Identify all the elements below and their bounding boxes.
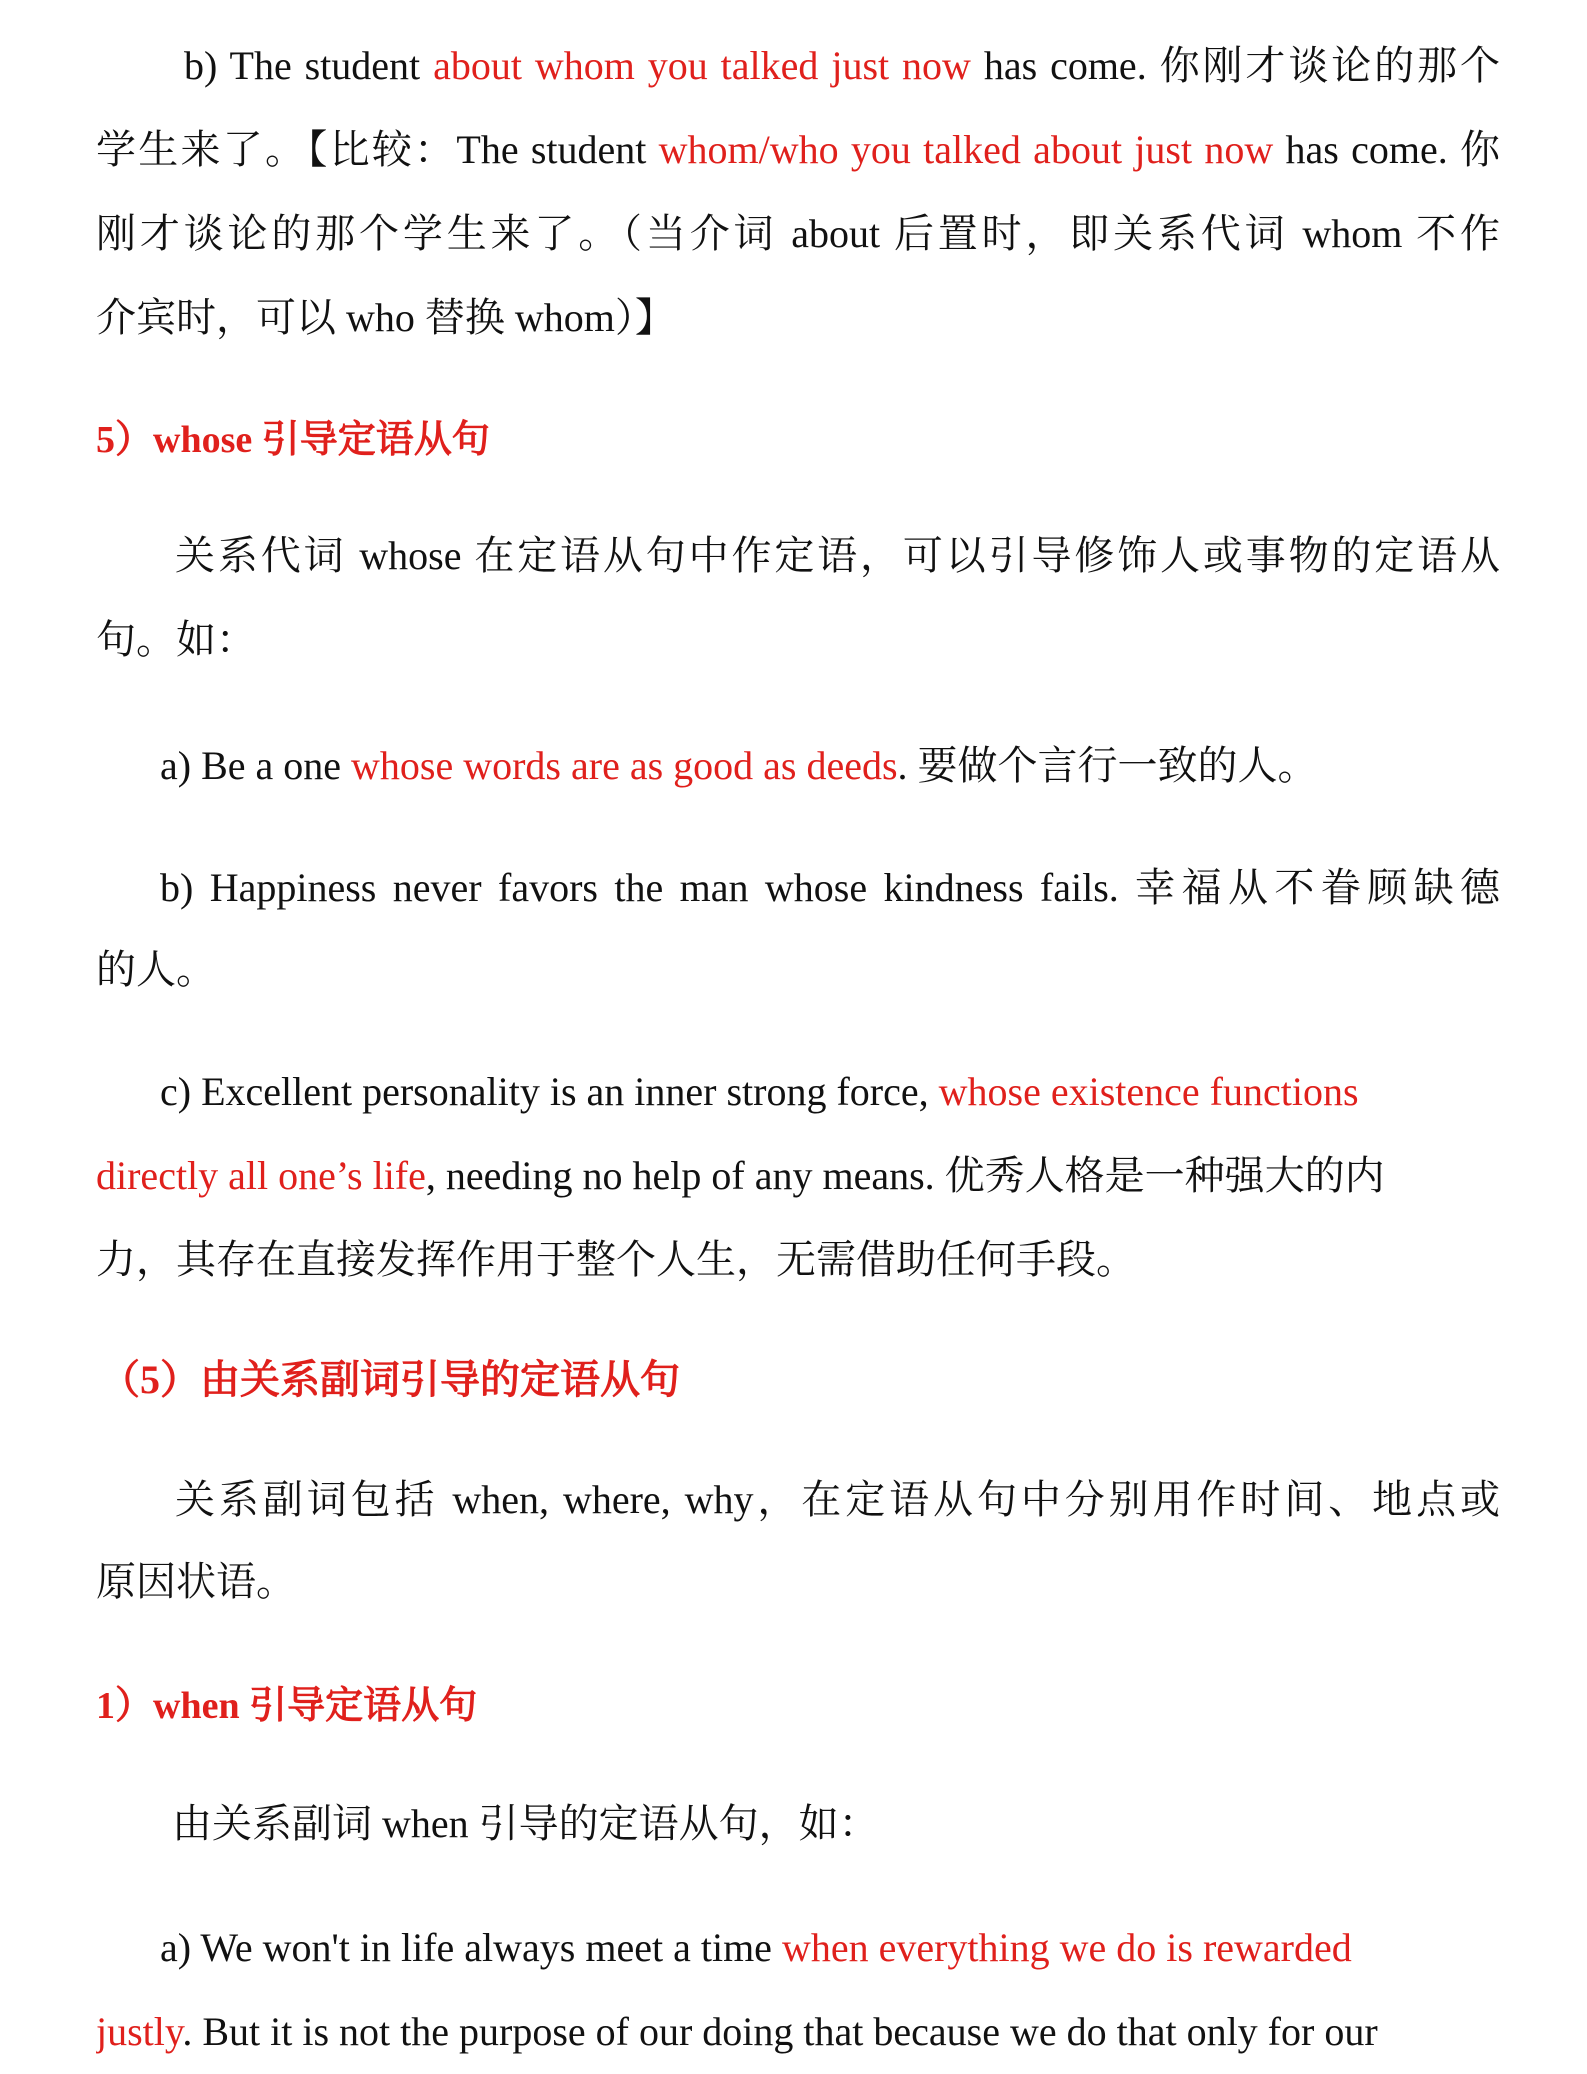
paragraph-line: b) The student about whom you talked just now has come. 你刚才谈论的那个 [184, 43, 1500, 88]
highlighted-clause: whose existence functions [938, 1069, 1359, 1114]
paragraph-line: 力，其存在直接发挥作用于整个人生，无需借助任何手段。 [96, 1237, 1136, 1282]
paragraph-line: directly all one’s life, needing no help of any means. 优秀人格是一种强大的内 [96, 1153, 1385, 1198]
paragraph-line: 句。如： [96, 617, 256, 662]
paragraph-line: 介宾时，可以 who 替换 whom）】 [96, 295, 675, 340]
paragraph-line: justly. But it is not the purpose of our doing that because we do that only for our [96, 2009, 1378, 2054]
section-heading: （5）由关系副词引导的定语从句 [100, 1357, 680, 1402]
section-heading: 5）whose 引导定语从句 [96, 419, 490, 461]
paragraph-line: 的人。 [96, 947, 216, 992]
paragraph-line: c) Excellent personality is an inner strong force, whose existence functions [160, 1069, 1359, 1114]
paragraph-line: b) Happiness never favors the man whose kindness fails. 幸福从不眷顾缺德 [160, 865, 1500, 910]
paragraph-line: 关系副词包括 when, where, why，在定语从句中分别用作时间、地点或 [175, 1477, 1500, 1522]
paragraph-line: a) Be a one whose words are as good as deeds. 要做个言行一致的人。 [160, 743, 1318, 788]
highlighted-clause: about whom you talked just now [433, 43, 971, 88]
paragraph-line: 关系代词 whose 在定语从句中作定语，可以引导修饰人或事物的定语从 [175, 533, 1500, 578]
highlighted-clause: when everything we do is rewarded [781, 1925, 1352, 1970]
paragraph-line: 原因状语。 [96, 1559, 296, 1604]
section-heading: 1）when 引导定语从句 [96, 1685, 478, 1727]
highlighted-clause: justly [96, 2009, 183, 2054]
highlighted-clause: directly all one’s life [96, 1153, 426, 1198]
paragraph-line: 学生来了。【比较：The student whom/who you talked about just now has come. 你 [96, 127, 1500, 172]
highlighted-clause: whose words are as good as deeds [351, 743, 898, 788]
paragraph-line: 由关系副词 when 引导的定语从句，如： [172, 1801, 879, 1846]
paragraph-line: 刚才谈论的那个学生来了。（当介词 about 后置时，即关系代词 whom 不作 [96, 211, 1500, 256]
highlighted-clause: whom/who you talked about just now [658, 127, 1274, 172]
paragraph-line: a) We won't in life always meet a time when everything we do is rewarded [160, 1925, 1352, 1970]
